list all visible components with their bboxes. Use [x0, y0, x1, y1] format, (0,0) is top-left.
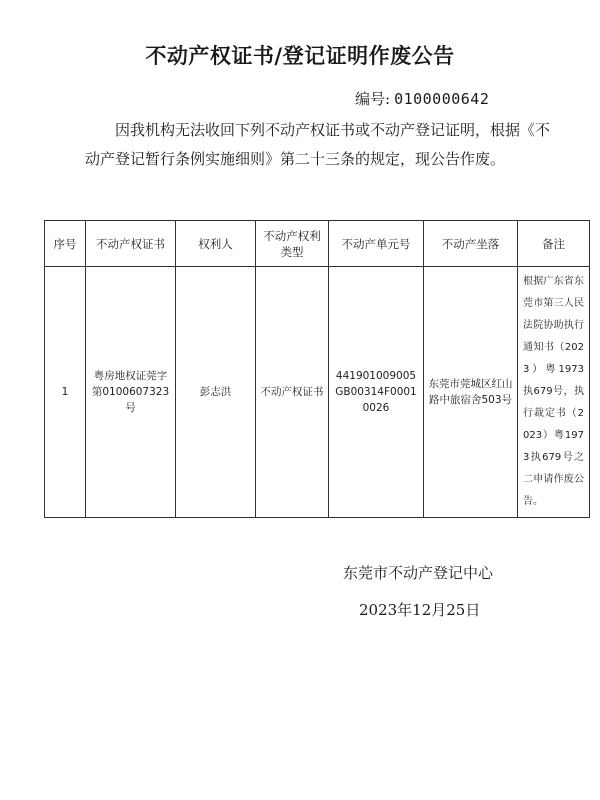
header-location: 不动产坐落 [424, 221, 518, 267]
document-number [355, 88, 489, 109]
cell-certificate: 粤房地权证莞字第0100607323号 [86, 267, 176, 518]
document-number-label: 编号: [355, 90, 391, 108]
header-seq: 序号 [45, 221, 86, 267]
table-row [45, 267, 590, 518]
cell-right-type: 不动产权证书 [256, 267, 329, 518]
cell-owner: 彭志洪 [176, 267, 256, 518]
issue-date: 2023年12月25日 [359, 601, 481, 619]
header-note: 备注 [518, 221, 590, 267]
header-owner: 权利人 [176, 221, 256, 267]
document-number-value: 0100000642 [394, 90, 490, 108]
table-header-row [45, 221, 590, 267]
header-right-type: 不动产权利类型 [256, 221, 329, 267]
notice-title: 不动产权证书/登记证明作废公告 [145, 43, 455, 68]
cell-note: 根据广东省东莞市第三人民法院协助执行通知书（2023）粤1973执679号，执行裁定书（2023）粤1973执679号之二申请作废公告。 [518, 267, 590, 518]
cell-seq: 1 [45, 267, 86, 518]
records-table [44, 220, 590, 518]
cell-location: 东莞市莞城区红山路中旅宿舍503号 [424, 267, 518, 518]
header-certificate: 不动产权证书 [86, 221, 176, 267]
intro-paragraph: 因我机构无法收回下列不动产权证书或不动产登记证明，根据《不动产登记暂行条例实施细则》第二十三条的规定，现公告作废。 [85, 121, 551, 168]
cell-unit-no: 441901009005GB00314F00010026 [329, 267, 424, 518]
header-unit-no: 不动产单元号 [329, 221, 424, 267]
issuer-name: 东莞市不动产登记中心 [343, 564, 494, 582]
